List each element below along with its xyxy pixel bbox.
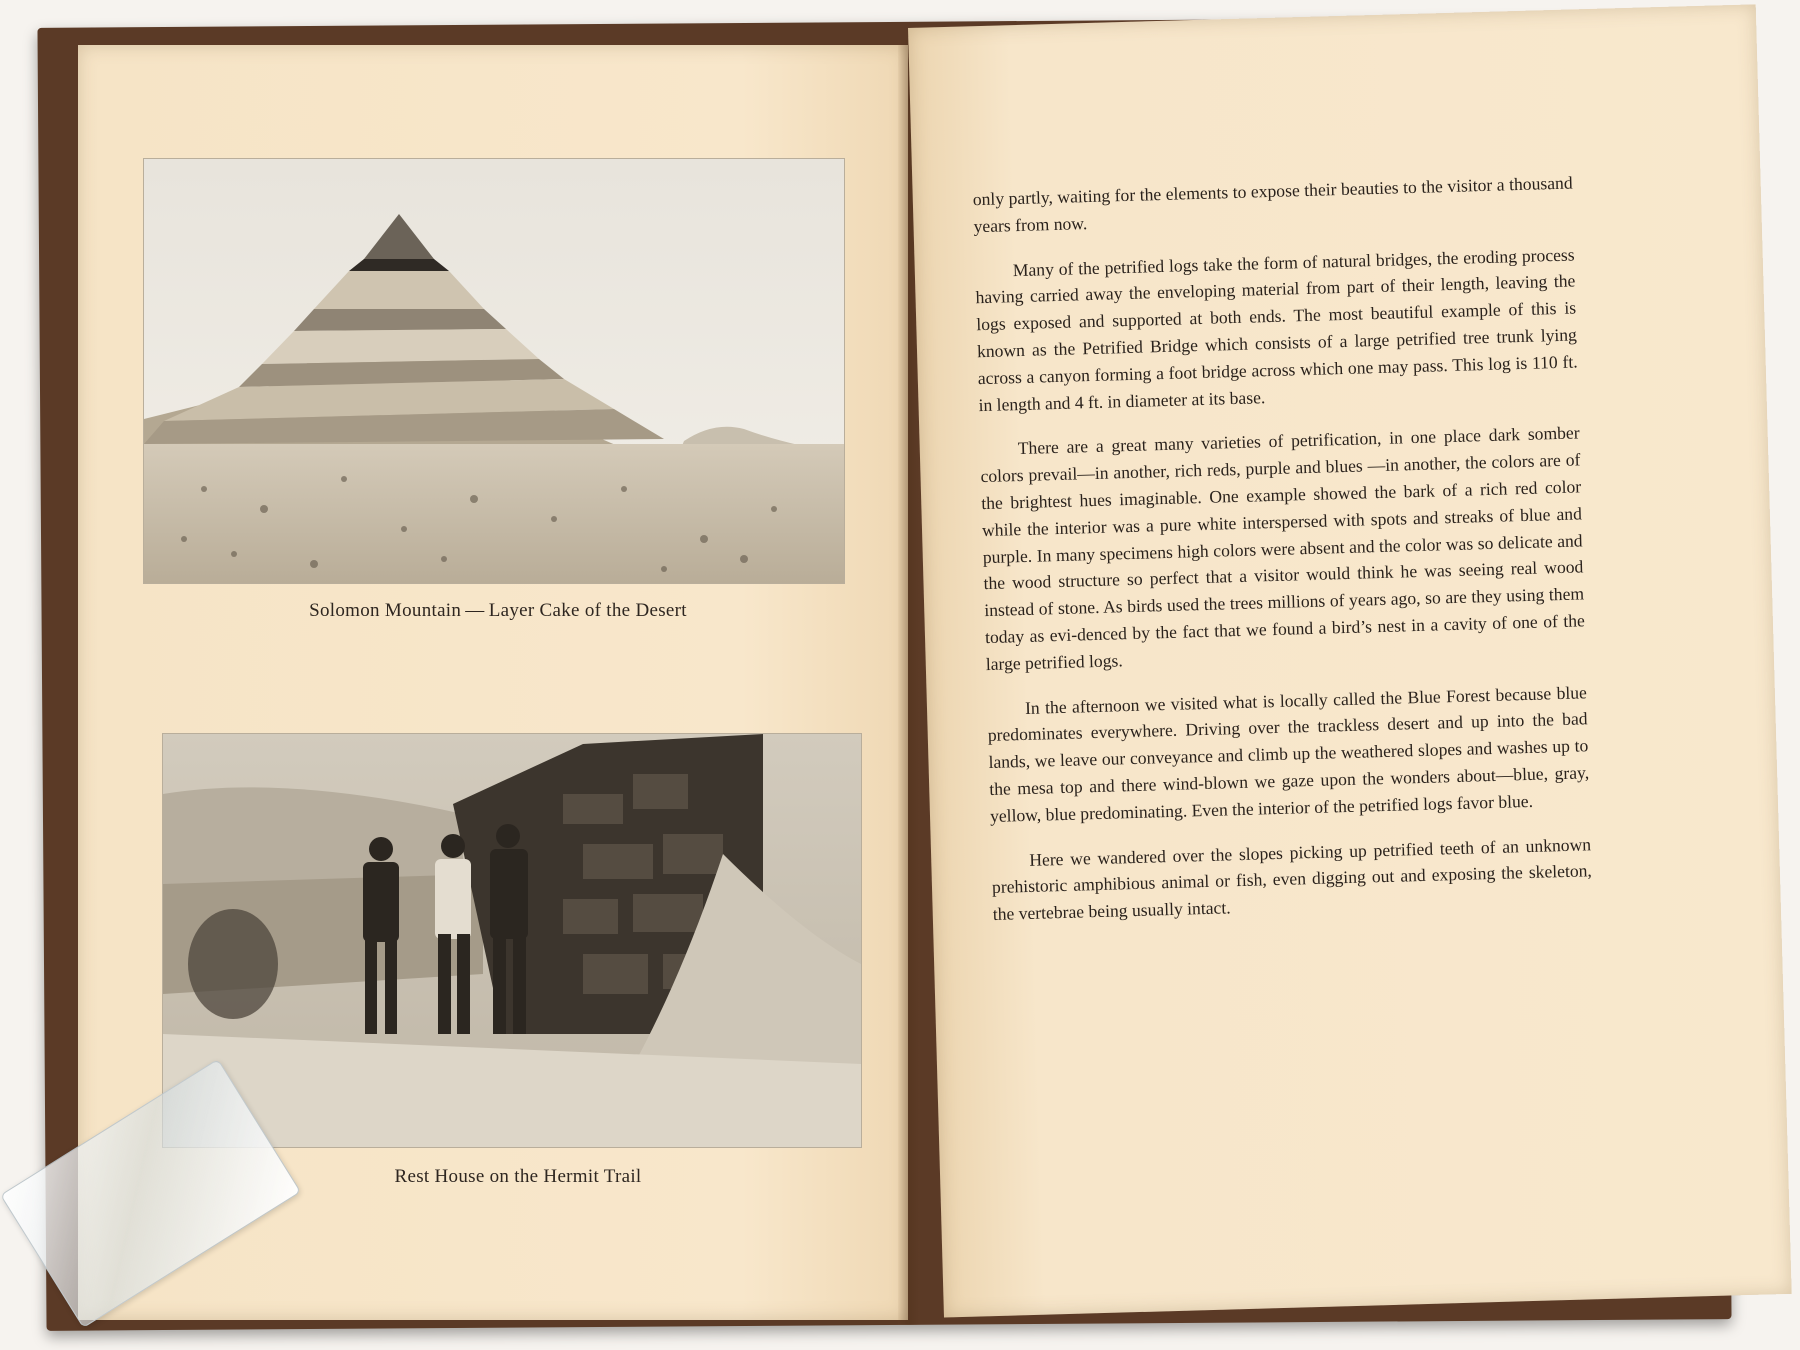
- caption-solomon-mountain: Solomon Mountain — Layer Cake of the Desert: [309, 600, 687, 621]
- paragraph: In the afternoon we visited what is locally called the Blue Forest because blue predominates everywhere. Driving over the trackless desert and up into the bad lands, we leave our conveyance and climb up the weathered slopes and washes up to the mesa top and there wind-blown we gaze upon the wonders about—blue, gray, yellow, blue predominating. Even the interior of the petrified logs favor blue.: [987, 681, 1590, 826]
- photo-rest-house: [162, 733, 862, 1148]
- right-page: [908, 4, 1792, 1317]
- caption-rest-house: Rest House on the Hermit Trail: [394, 1166, 642, 1187]
- photo-rest-house-image: [163, 734, 861, 1147]
- paragraph: There are a great many varieties of petrification, in one place dark somber colors prevail—in another, rich reds, purple and blues —in another, the colors are of the brightest hues imaginable. One example showed the bark of a rich red color while the interior was a pure white interspersed with spots and streaks of blue and purple. In many specimens high colors were absent and the color was so delicate and the wood structure so perfect that a visitor would think he was seeing real wood instead of stone. As birds used the trees millions of years ago, so are they using them today as evi-denced by the fact that we found a bird’s nest in a cavity of one of the large petrified logs.: [980, 422, 1586, 674]
- photo-solomon-mountain: [143, 158, 845, 584]
- paragraph: only partly, waiting for the elements to expose their beauties to the visitor a thousand years from now.: [972, 172, 1573, 237]
- paragraph: Many of the petrified logs take the form of natural bridges, the eroding process having carried away the enveloping material from part of their length, leaving the logs exposed and supported at both ends. The most beautiful example of this is known as the Petrified Bridge which consists of a large petrified tree trunk lying across a canyon forming a foot bridge across which one may pass. This log is 110 ft. in length and 4 ft. in diameter at its base.: [975, 244, 1578, 415]
- paragraph: Here we wandered over the slopes picking up petrified teeth of an unknown prehistoric amphibious animal or fish, even digging out and exposing the skeleton, the vertebrae being usually intact.: [991, 833, 1593, 925]
- page-text: [972, 170, 1593, 946]
- photo-solomon-mountain-image: [144, 159, 844, 583]
